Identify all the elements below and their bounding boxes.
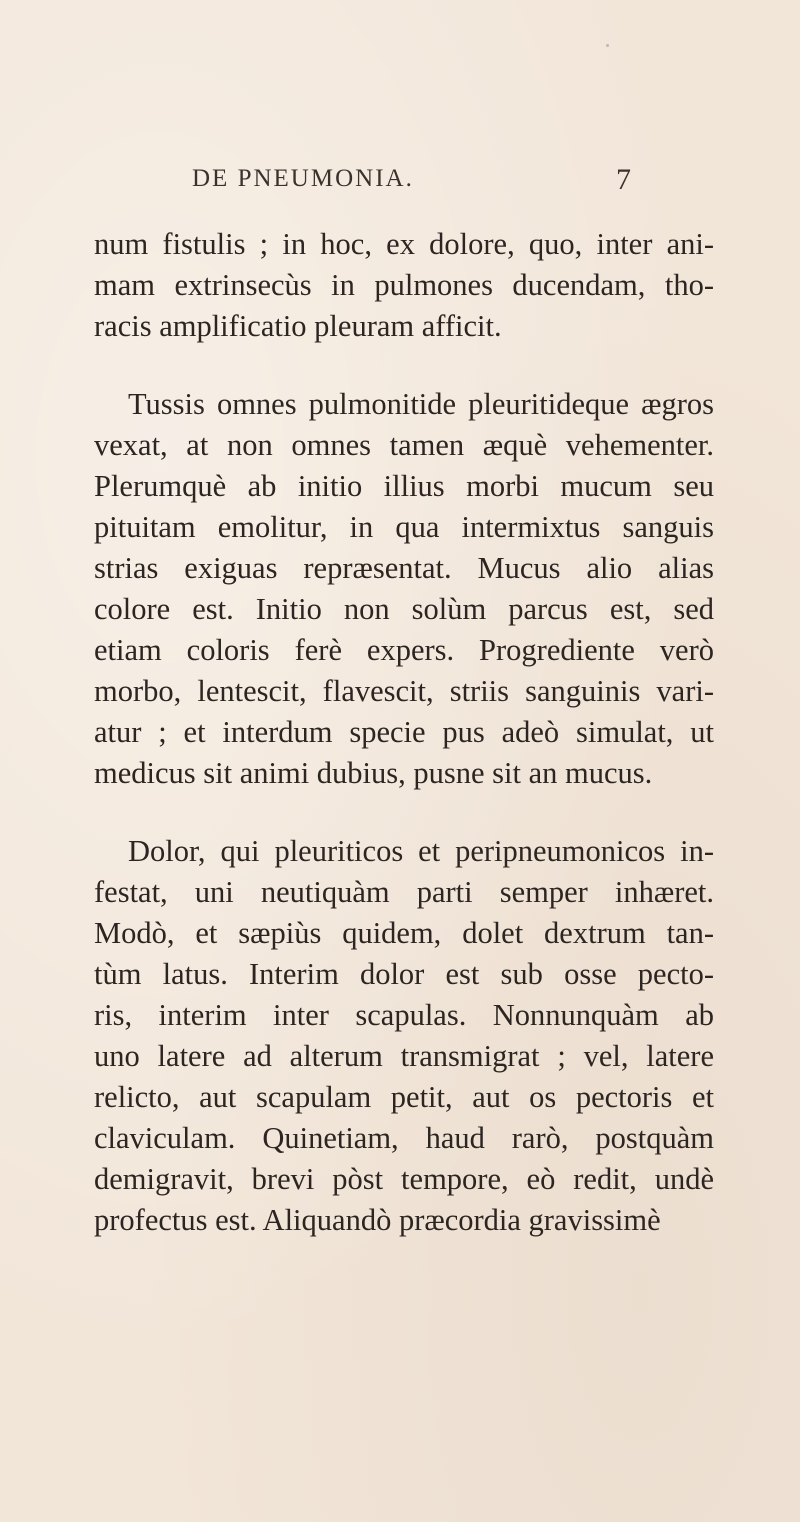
text-line: Modò, et sæpiùs quidem, dolet dextrum tan-: [94, 916, 714, 950]
text-line: etiam coloris ferè expers. Progrediente verò: [94, 633, 714, 667]
paragraph-gap: [94, 794, 714, 831]
text-line: Dolor, qui pleuriticos et peripneumonicos in-: [128, 834, 714, 868]
text-line: Tussis omnes pulmonitide pleuritideque ægros: [128, 387, 714, 421]
text-line: Plerumquè ab initio illius morbi mucum seu: [94, 469, 714, 503]
text-line: profectus est. Aliquandò præcordia gravissimè: [94, 1203, 661, 1237]
paragraph-gap: [94, 347, 714, 384]
text-line: colore est. Initio non solùm parcus est, sed: [94, 592, 714, 626]
text-line: festat, uni neutiquàm parti semper inhæret.: [94, 875, 714, 909]
text-line: medicus sit animi dubius, pusne sit an mucus.: [94, 756, 653, 790]
text-line: uno latere ad alterum transmigrat ; vel, latere: [94, 1039, 714, 1073]
text-line: demigravit, brevi pòst tempore, eò redit, undè: [94, 1162, 714, 1196]
paragraph-2: [94, 384, 714, 794]
text-line: ris, interim inter scapulas. Nonnunquàm ab: [94, 998, 714, 1032]
text-line: vexat, at non omnes tamen æquè vehementer.: [94, 428, 714, 462]
page-number: 7: [616, 163, 631, 196]
text-line: num fistulis ; in hoc, ex dolore, quo, inter ani-: [94, 227, 714, 261]
body-text: [94, 224, 714, 1241]
text-line: racis amplificatio pleuram afficit.: [94, 309, 502, 343]
text-line: pituitam emolitur, in qua intermixtus sanguis: [94, 510, 714, 544]
running-head: DE PNEUMONIA.: [192, 165, 414, 192]
paragraph-3: [94, 831, 714, 1241]
text-line: strias exiguas repræsentat. Mucus alio alias: [94, 551, 714, 585]
paragraph-1: [94, 224, 714, 347]
text-line: morbo, lentescit, flavescit, striis sanguinis vari-: [94, 674, 714, 708]
text-line: mam extrinsecùs in pulmones ducendam, tho-: [94, 268, 714, 302]
text-line: atur ; et interdum specie pus adeò simulat, ut: [94, 715, 714, 749]
paper-speck: [606, 44, 609, 47]
text-line: tùm latus. Interim dolor est sub osse pecto-: [94, 957, 714, 991]
text-line: relicto, aut scapulam petit, aut os pectoris et: [94, 1080, 714, 1114]
text-line: claviculam. Quinetiam, haud rarò, postquàm: [94, 1121, 714, 1155]
